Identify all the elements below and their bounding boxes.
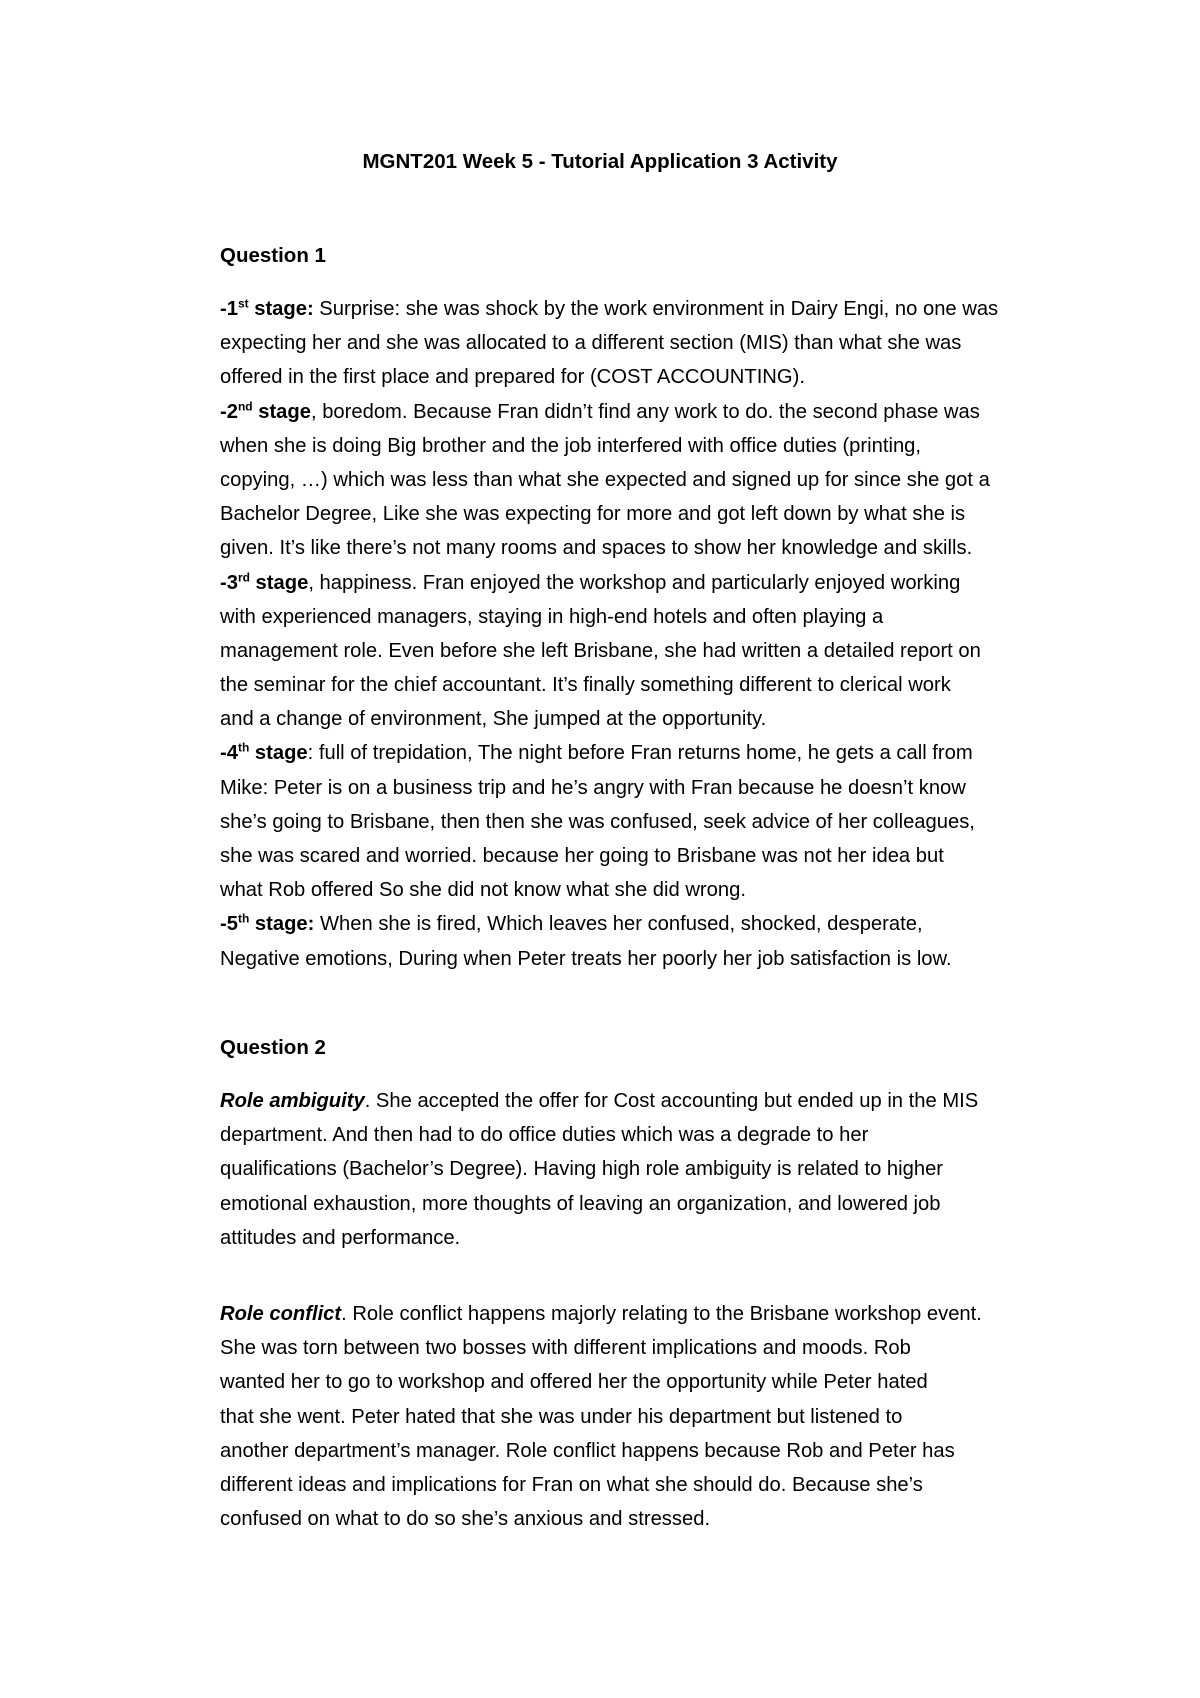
- question-2-heading: Question 2: [220, 1036, 326, 1059]
- stage-1-label: -1st stage:: [220, 296, 314, 320]
- role-ambiguity-line-2: department. And then had to do office duties which was a degrade to her: [220, 1124, 869, 1147]
- role-conflict-line-4: that she went. Peter hated that she was under his department but listened to: [220, 1405, 903, 1428]
- stage-5-line-1: -5th stage: When she is fired, Which leaves her confused, shocked, desperate,: [220, 911, 923, 936]
- stage-4-line-2: Mike: Peter is on a business trip and he’s angry with Fran because he doesn’t know: [220, 776, 966, 799]
- role-ambiguity-paragraph: [220, 1084, 1100, 1255]
- page-title: MGNT201 Week 5 - Tutorial Application 3 Activity: [362, 150, 838, 173]
- stage-1-line-1: -1st stage: Surprise: she was shock by the work environment in Dairy Engi, no one was: [220, 296, 999, 320]
- role-ambiguity-label: Role ambiguity: [220, 1090, 365, 1112]
- stage-5-label: -5th stage:: [220, 911, 315, 936]
- stage-3-label: -3rd stage: [220, 569, 309, 594]
- role-ambiguity-line-5: attitudes and performance.: [220, 1226, 461, 1249]
- stage-5-line-2: Negative emotions, During when Peter treats her poorly her job satisfaction is low.: [220, 947, 952, 970]
- role-conflict-line-7: confused on what to do so she’s anxious and stressed.: [220, 1508, 711, 1531]
- role-conflict-label: Role conflict: [220, 1303, 342, 1325]
- question-1-answer: [220, 292, 1100, 976]
- stage-4-line-1: -4th stage: full of trepidation, The night before Fran returns home, he gets a call from: [220, 740, 973, 765]
- role-ambiguity-line-3: qualifications (Bachelor’s Degree). Having high role ambiguity is related to higher: [220, 1158, 944, 1181]
- stage-4-line-3: she’s going to Brisbane, then then she was confused, seek advice of her colleagues,: [220, 810, 975, 833]
- stage-2-line-2: when she is doing Big brother and the job interfered with office duties (printing,: [220, 434, 922, 457]
- question-1-heading: Question 1: [220, 244, 326, 267]
- role-ambiguity-line-4: emotional exhaustion, more thoughts of leaving an organization, and lowered job: [220, 1192, 941, 1215]
- stage-2-line-5: given. It’s like there’s not many rooms and spaces to show her knowledge and skills.: [220, 537, 973, 560]
- stage-3-line-3: management role. Even before she left Brisbane, she had written a detailed report on: [220, 639, 981, 662]
- stage-2-line-4: Bachelor Degree, Like she was expecting for more and got left down by what she is: [220, 503, 966, 526]
- stage-1-line-3: offered in the first place and prepared for (COST ACCOUNTING).: [220, 366, 805, 389]
- role-conflict-line-6: different ideas and implications for Fran on what she should do. Because she’s: [220, 1473, 923, 1496]
- role-ambiguity-line-1: Role ambiguity. She accepted the offer for Cost accounting but ended up in the MIS: [220, 1090, 979, 1112]
- role-conflict-line-3: wanted her to go to workshop and offered her the opportunity while Peter hated: [220, 1371, 928, 1394]
- stage-2-line-1: -2nd stage, boredom. Because Fran didn’t find any work to do. the second phase was: [220, 398, 980, 423]
- stage-3-line-1: -3rd stage, happiness. Fran enjoyed the workshop and particularly enjoyed working: [220, 569, 961, 594]
- role-conflict-line-2: She was torn between two bosses with different implications and moods. Rob: [220, 1337, 911, 1360]
- stage-4-line-5: what Rob offered So she did not know what she did wrong.: [220, 879, 746, 902]
- role-conflict-line-1: Role conflict. Role conflict happens majorly relating to the Brisbane workshop event.: [220, 1303, 982, 1325]
- role-conflict-line-5: another department’s manager. Role conflict happens because Rob and Peter has: [220, 1439, 955, 1462]
- stage-2-label: -2nd stage: [220, 398, 311, 423]
- stage-4-label: -4th stage: [220, 740, 308, 765]
- stage-3-line-2: with experienced managers, staying in high-end hotels and often playing a: [220, 605, 884, 628]
- stage-4-line-4: she was scared and worried. because her going to Brisbane was not her idea but: [220, 845, 944, 867]
- stage-3-line-4: the seminar for the chief accountant. It’s finally something different to clerical work: [220, 674, 951, 697]
- stage-3-line-5: and a change of environment, She jumped at the opportunity.: [220, 708, 767, 731]
- stage-2-line-3: copying, …) which was less than what she expected and signed up for since she got a: [220, 468, 990, 491]
- role-conflict-paragraph: [220, 1297, 1100, 1536]
- stage-1-line-2: expecting her and she was allocated to a different section (MIS) than what she was: [220, 332, 962, 355]
